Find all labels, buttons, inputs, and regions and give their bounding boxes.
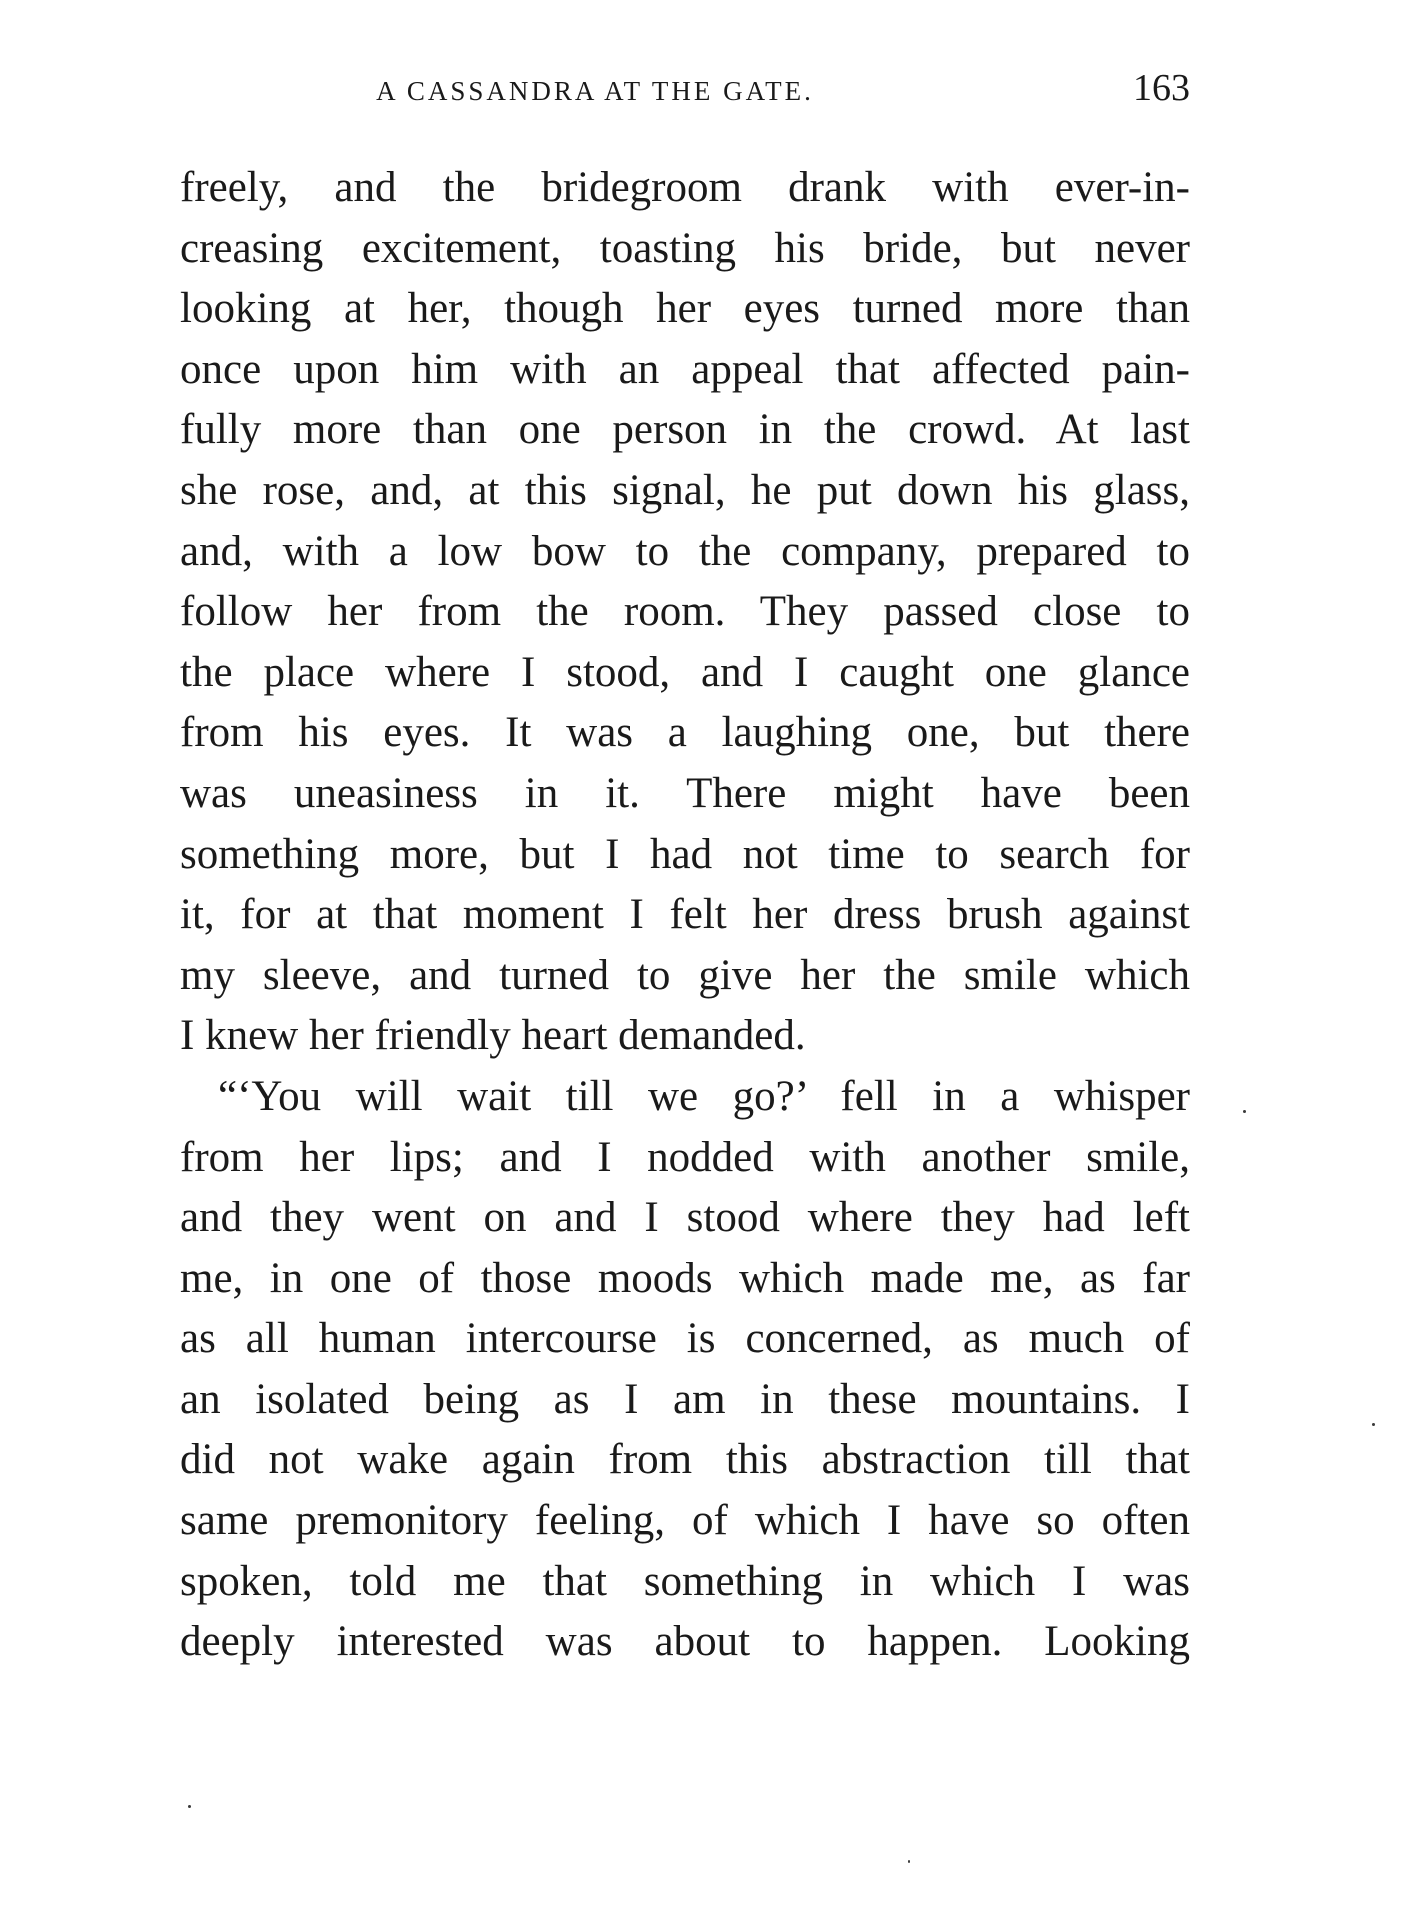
running-head [180, 66, 1190, 116]
text-line: it, for at that moment I felt her dress brush against [180, 891, 1190, 939]
text-line: and they went on and I stood where they had left [180, 1194, 1190, 1242]
text-line: something more, but I had not time to search for [180, 830, 1190, 878]
text-line: from her lips; and I nodded with another smile, [180, 1133, 1190, 1181]
text-line: same premonitory feeling, of which I have so often [180, 1497, 1190, 1545]
text-line: deeply interested was about to happen. Looking [180, 1618, 1190, 1666]
text-line: spoken, told me that something in which I was [180, 1557, 1190, 1605]
text-line: I knew her friendly heart demanded. [180, 1012, 806, 1060]
text-line: me, in one of those moods which made me, as far [180, 1254, 1190, 1302]
text-line: my sleeve, and turned to give her the smile which [180, 951, 1190, 999]
print-speck [188, 1805, 191, 1808]
text-line: did not wake again from this abstraction till that [180, 1436, 1190, 1484]
text-line: creasing excitement, toasting his bride, but never [180, 224, 1190, 272]
text-line: she rose, and, at this signal, he put down his glass, [180, 466, 1190, 514]
print-speck [1243, 1110, 1246, 1113]
text-line: fully more than one person in the crowd. At last [180, 406, 1190, 454]
text-line: an isolated being as I am in these mountains. I [180, 1375, 1190, 1423]
print-speck [908, 1860, 910, 1863]
text-line: from his eyes. It was a laughing one, but there [180, 709, 1190, 757]
text-line: as all human intercourse is concerned, as much of [180, 1315, 1190, 1363]
running-title: A CASSANDRA AT THE GATE. [376, 76, 814, 106]
body-text [180, 158, 1190, 1673]
text-line: freely, and the bridegroom drank with ever-in- [180, 164, 1190, 211]
print-speck [1372, 1423, 1375, 1426]
page-number: 163 [1133, 67, 1190, 109]
text-line: looking at her, though her eyes turned more than [180, 285, 1190, 333]
text-line: “‘You will wait till we go?’ fell in a whisper [218, 1072, 1190, 1120]
text-line: the place where I stood, and I caught one glance [180, 648, 1190, 696]
text-line: once upon him with an appeal that affected pain- [180, 345, 1190, 393]
text-line: follow her from the room. They passed close to [180, 588, 1190, 636]
text-line: and, with a low bow to the company, prepared to [180, 527, 1190, 575]
text-line: was uneasiness in it. There might have been [180, 769, 1190, 817]
